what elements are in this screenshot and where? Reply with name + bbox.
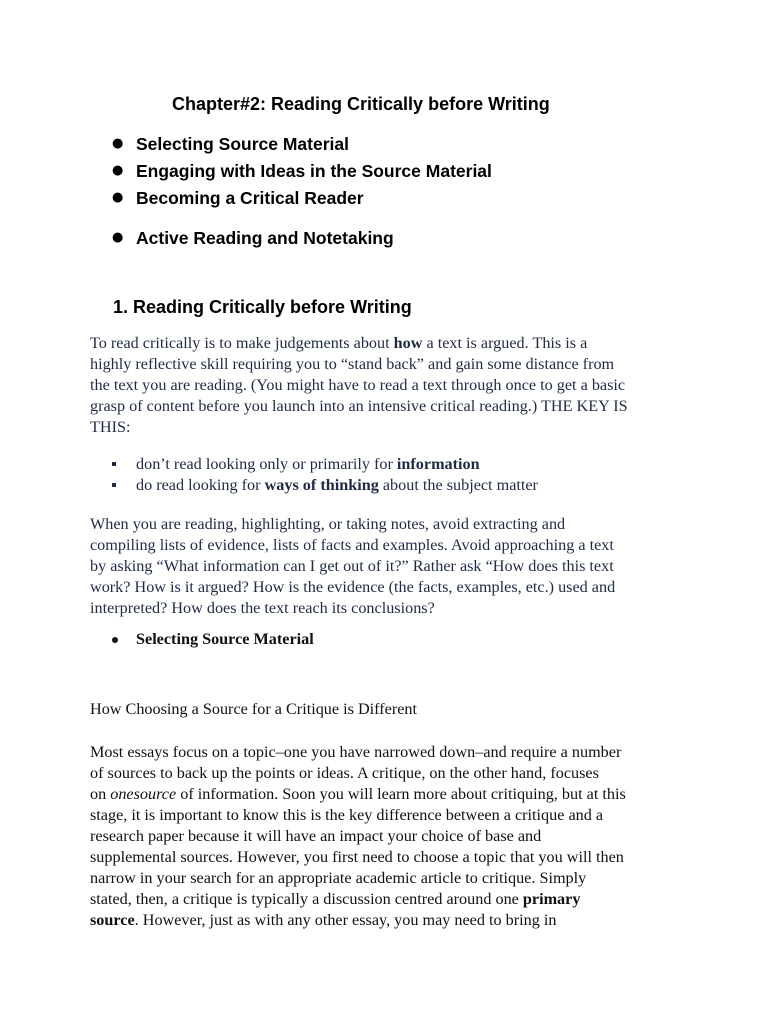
bullet-icon: ●: [112, 136, 124, 151]
outline-item-label: Active Reading and Notetaking: [136, 228, 394, 248]
critique-paragraph: [90, 742, 690, 931]
text-run: do read looking for: [136, 476, 265, 494]
emphasis-text: ways of thinking: [264, 476, 379, 494]
outline-item-label: Becoming a Critical Reader: [136, 188, 364, 208]
text-line: the text you are reading. (You might have to read a text through once to get a basic: [90, 376, 626, 394]
italic-text: onesource: [110, 785, 177, 803]
bullet-icon: ●: [112, 163, 124, 178]
key-point-text: [136, 454, 480, 475]
emphasis-text: how: [393, 334, 423, 352]
text-run: stated, then, a critique is typically a discussion centred around one: [90, 890, 523, 908]
text-line: stage, it is important to know this is the key difference between a critique and a: [90, 806, 604, 824]
text-line: [90, 889, 690, 910]
emphasis-text: information: [396, 455, 480, 473]
text-line: narrow in your search for an appropriate academic article to critique. Simply: [90, 869, 587, 887]
text-line: work? How is it argued? How is the evidence (the facts, examples, etc.) used and: [90, 578, 616, 596]
bullet-icon: [112, 637, 118, 643]
subsection-bullet-label: Selecting Source Material: [136, 630, 314, 648]
text-line: interpreted? How does the text reach its conclusions?: [90, 599, 435, 617]
bullet-icon: ●: [112, 230, 124, 245]
intro-paragraph: [90, 333, 690, 438]
text-line: [90, 910, 690, 931]
subheading: [90, 699, 690, 720]
emphasis-text: primary: [522, 890, 581, 908]
text-run: about the subject matter: [378, 476, 538, 494]
square-bullet-icon: [112, 462, 116, 466]
text-line: supplemental sources. However, you first need to choose a topic that you will then: [90, 848, 624, 866]
text-line: When you are reading, highlighting, or taking notes, avoid extracting and: [90, 515, 566, 533]
text-run: . However, just as with any other essay, you may need to bring in: [134, 911, 557, 929]
text-line: [90, 333, 690, 354]
text-line: grasp of content before you launch into an intensive critical reading.) THE KEY IS: [90, 397, 628, 415]
text-run: a text is argued. This is a: [422, 334, 588, 352]
text-run: on: [90, 785, 111, 803]
subheading-text: How Choosing a Source for a Critique is Different: [90, 700, 417, 718]
outline-item-label: Engaging with Ideas in the Source Material: [136, 161, 492, 181]
text-line: by asking “What information can I get out of it?” Rather ask “How does this text: [90, 557, 614, 575]
reading-advice-paragraph: [90, 514, 690, 619]
text-line: Most essays focus on a topic–one you have narrowed down–and require a number: [90, 743, 622, 761]
text-line: compiling lists of evidence, lists of facts and examples. Avoid approaching a text: [90, 536, 614, 554]
text-run: of information. Soon you will learn more about critiquing, but at this: [176, 785, 626, 803]
text-line: research paper because it will have an impact your choice of base and: [90, 827, 542, 845]
emphasis-text: source: [90, 911, 135, 929]
chapter-title: Chapter#2: Reading Critically before Writing: [172, 94, 550, 114]
text-run: To read critically is to make judgements about: [90, 334, 394, 352]
text-line: of sources to back up the points or ideas. A critique, on the other hand, focuses: [90, 764, 599, 782]
text-run: don’t read looking only or primarily for: [136, 455, 397, 473]
bullet-icon: ●: [112, 190, 124, 205]
square-bullet-icon: [112, 483, 116, 487]
text-line: highly reflective skill requiring you to “stand back” and gain some distance from: [90, 355, 615, 373]
key-point-text: [136, 475, 538, 496]
outline-item-label: Selecting Source Material: [136, 134, 349, 154]
section-heading: 1. Reading Critically before Writing: [113, 297, 412, 317]
text-line: THIS:: [90, 418, 131, 436]
text-line: [90, 784, 690, 805]
